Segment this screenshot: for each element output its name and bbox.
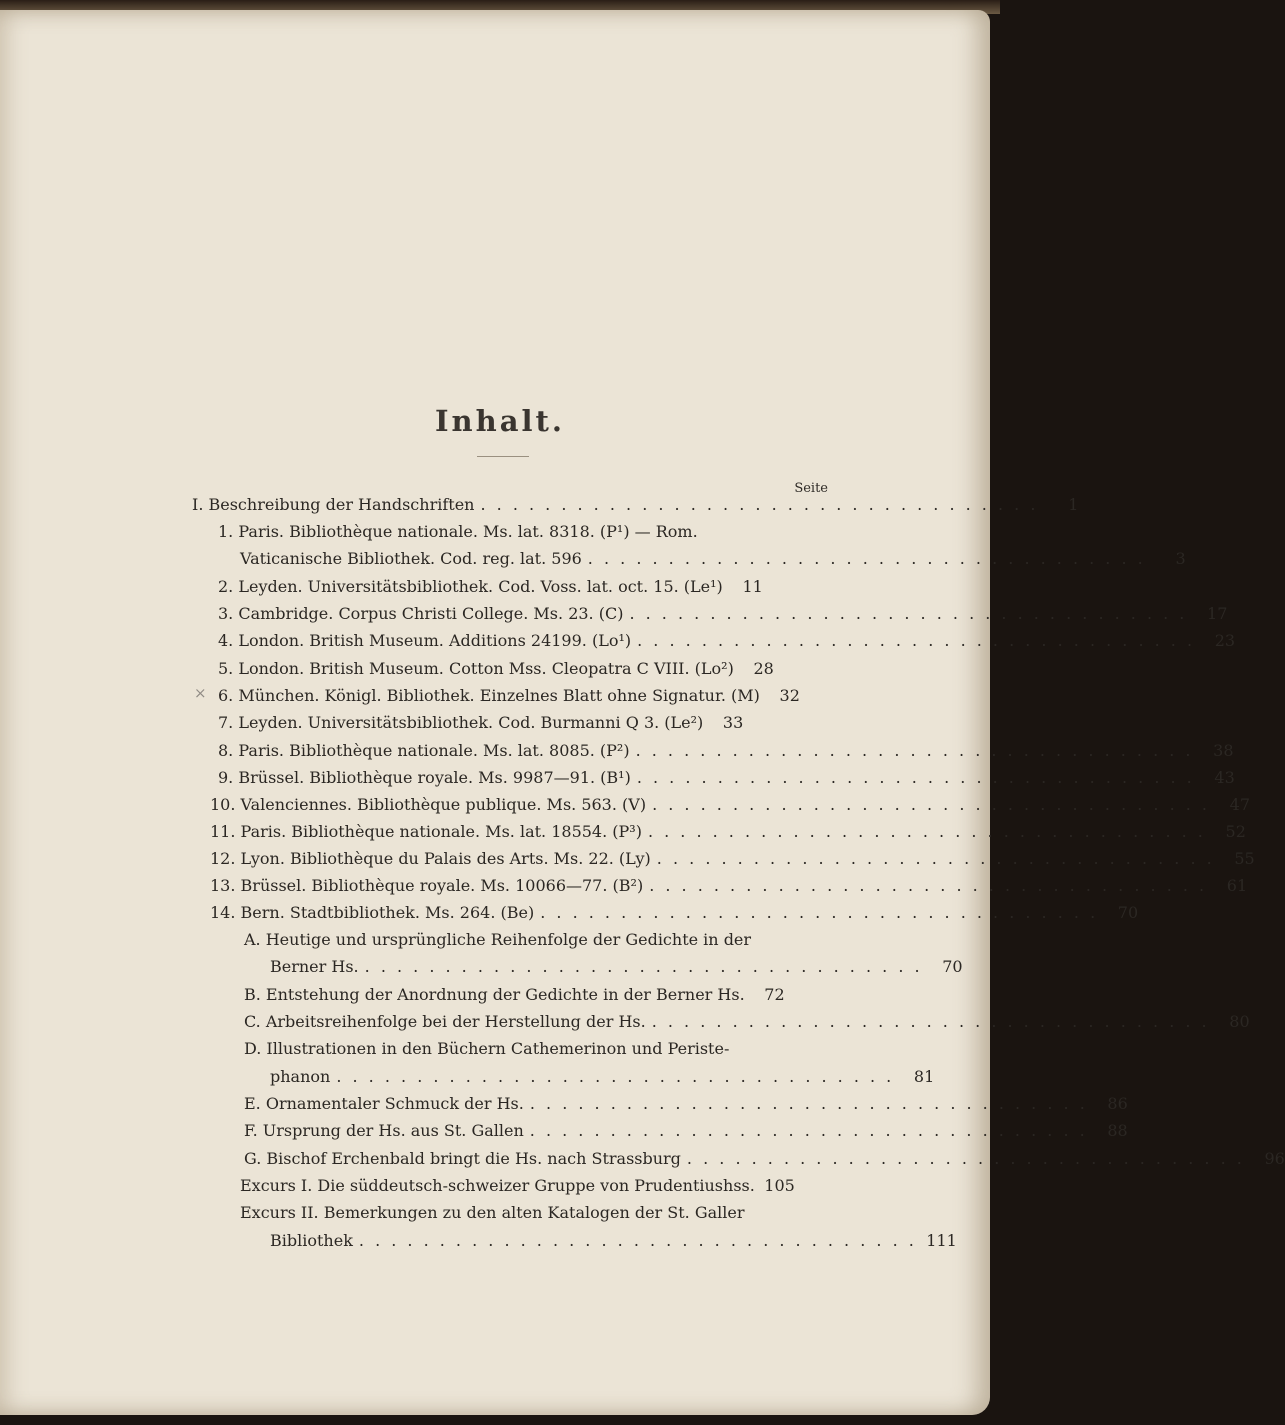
toc-page-number: 111 bbox=[926, 1231, 957, 1250]
toc-entry-text: 14. Bern. Stadtbibliothek. Ms. 264. (Be) bbox=[210, 903, 535, 922]
toc-entry[interactable] bbox=[270, 957, 963, 981]
toc-page-number: 28 bbox=[753, 659, 774, 678]
toc-entry[interactable] bbox=[218, 577, 828, 601]
toc-entry-text: 3. Cambridge. Corpus Christi College. Ms. 23. (C) bbox=[218, 604, 624, 623]
toc-entry[interactable] bbox=[244, 1094, 1128, 1118]
toc-page-number: 38 bbox=[1213, 741, 1234, 760]
toc-entry-text: F. Ursprung der Hs. aus St. Gallen bbox=[244, 1121, 524, 1140]
toc-page-number: 96 bbox=[1264, 1149, 1285, 1168]
toc-entry-text: 8. Paris. Bibliothèque nationale. Ms. lat. 8085. (P²) bbox=[218, 741, 630, 760]
toc-entry[interactable] bbox=[244, 1012, 1250, 1036]
toc-page-number: 3 bbox=[1175, 549, 1186, 568]
toc-page-number: 70 bbox=[1117, 903, 1139, 922]
toc-entry[interactable] bbox=[244, 985, 828, 1009]
toc-page-number: 52 bbox=[1225, 822, 1246, 841]
toc-entry[interactable] bbox=[218, 686, 828, 710]
toc-entry[interactable] bbox=[210, 849, 1255, 873]
toc-entry[interactable] bbox=[240, 549, 1186, 573]
toc-page-number: 11 bbox=[742, 577, 763, 596]
show-through-text bbox=[120, 120, 820, 380]
toc-entry[interactable] bbox=[218, 604, 1228, 628]
toc-entry-text: E. Ornamentaler Schmuck der Hs. bbox=[244, 1094, 524, 1113]
toc-page-number: 47 bbox=[1229, 795, 1251, 814]
toc-entry-text: 6. München. Königl. Bibliothek. Einzelnes Blatt ohne Signatur. (M) bbox=[218, 686, 760, 705]
toc-entry[interactable] bbox=[270, 1231, 957, 1255]
toc-page-number: 72 bbox=[764, 985, 785, 1004]
toc-entry[interactable] bbox=[192, 495, 1079, 519]
toc-entry-text: 12. Lyon. Bibliothèque du Palais des Arts. Ms. 22. (Ly) bbox=[210, 849, 651, 868]
toc-entry-text: 10. Valenciennes. Bibliothèque publique. Ms. 563. (V) bbox=[210, 795, 647, 814]
toc-entry-first-line: D. Illustrationen in den Büchern Cathemerinon und Periste- bbox=[244, 1039, 730, 1058]
toc-entry-text: Bibliothek bbox=[270, 1231, 353, 1250]
page-title: Inhalt. bbox=[434, 404, 566, 438]
toc-entry-text: 11. Paris. Bibliothèque nationale. Ms. lat. 18554. (P³) bbox=[210, 822, 642, 841]
toc-entry-text: B. Entstehung der Anordnung der Gedichte in der Berner Hs. bbox=[244, 985, 745, 1004]
toc-entry-text: 7. Leyden. Universitätsbibliothek. Cod. Burmanni Q 3. (Le²) bbox=[218, 713, 704, 732]
toc-page-number: 17 bbox=[1207, 604, 1228, 623]
toc-page-number: 80 bbox=[1229, 1012, 1250, 1031]
toc-page-number: 43 bbox=[1214, 768, 1235, 787]
toc-entry[interactable] bbox=[240, 1176, 828, 1200]
toc-entry[interactable] bbox=[210, 903, 1139, 927]
toc-page-number: 81 bbox=[913, 1067, 935, 1086]
toc-entry-first-line: A. Heutige und ursprüngliche Reihenfolge der Gedichte in der bbox=[244, 930, 752, 949]
seite-column-label: Seite bbox=[794, 481, 828, 496]
toc-entry-text: 2. Leyden. Universitätsbibliothek. Cod. Voss. lat. oct. 15. (Le¹) bbox=[218, 577, 723, 596]
toc-entry[interactable] bbox=[244, 1121, 1128, 1145]
toc-entry[interactable] bbox=[210, 876, 1248, 900]
title-rule bbox=[477, 456, 529, 457]
toc-entry[interactable] bbox=[244, 1149, 1285, 1173]
toc-page-number: 88 bbox=[1107, 1121, 1128, 1140]
toc-entry[interactable] bbox=[218, 631, 1236, 655]
toc-entry-text: Vaticanische Bibliothek. Cod. reg. lat. 596 bbox=[240, 549, 582, 568]
toc-entry-text: I. Beschreibung der Handschriften bbox=[192, 495, 475, 514]
toc-entry-text: C. Arbeitsreihenfolge bei der Herstellung der Hs. bbox=[244, 1012, 646, 1031]
toc-entry[interactable] bbox=[270, 1067, 935, 1091]
toc-page-number: 1 bbox=[1068, 495, 1079, 514]
toc-entry[interactable] bbox=[210, 822, 1246, 846]
toc-page-number: 86 bbox=[1107, 1094, 1128, 1113]
toc-page-number: 70 bbox=[942, 957, 963, 976]
toc-entry-text: phanon bbox=[270, 1067, 331, 1086]
toc-page-number: 105 bbox=[764, 1176, 795, 1195]
toc-entry[interactable] bbox=[218, 713, 828, 737]
toc-entry-text: Berner Hs. bbox=[270, 957, 359, 976]
toc-entry-text: Excurs I. Die süddeutsch-schweizer Gruppe von Prudentiushss. bbox=[240, 1176, 755, 1195]
toc-entry[interactable] bbox=[210, 795, 1251, 819]
toc-page-number: 61 bbox=[1226, 876, 1248, 895]
toc-entry-text: 9. Brüssel. Bibliothèque royale. Ms. 9987—91. (B¹) bbox=[218, 768, 631, 787]
toc-entry[interactable] bbox=[218, 741, 1234, 765]
toc-page-number: 33 bbox=[722, 713, 744, 732]
toc-page-number: 32 bbox=[779, 686, 800, 705]
toc-entry[interactable] bbox=[218, 659, 828, 683]
toc-entry-text: 5. London. British Museum. Cotton Mss. Cleopatra C VIII. (Lo²) bbox=[218, 659, 734, 678]
margin-pencil-mark: × bbox=[194, 684, 207, 702]
toc-entry-first-line: 1. Paris. Bibliothèque nationale. Ms. lat. 8318. (P¹) — Rom. bbox=[218, 522, 698, 541]
toc-entry-text: 13. Brüssel. Bibliothèque royale. Ms. 10066—77. (B²) bbox=[210, 876, 644, 895]
toc-entry-text: G. Bischof Erchenbald bringt die Hs. nach Strassburg bbox=[244, 1149, 681, 1168]
toc-page-number: 23 bbox=[1214, 631, 1236, 650]
toc-entry[interactable] bbox=[218, 768, 1235, 792]
toc-entry-text: 4. London. British Museum. Additions 24199. (Lo¹) bbox=[218, 631, 632, 650]
toc-page-number: 55 bbox=[1234, 849, 1255, 868]
toc-entry-first-line: Excurs II. Bemerkungen zu den alten Katalogen der St. Galler bbox=[240, 1203, 745, 1222]
